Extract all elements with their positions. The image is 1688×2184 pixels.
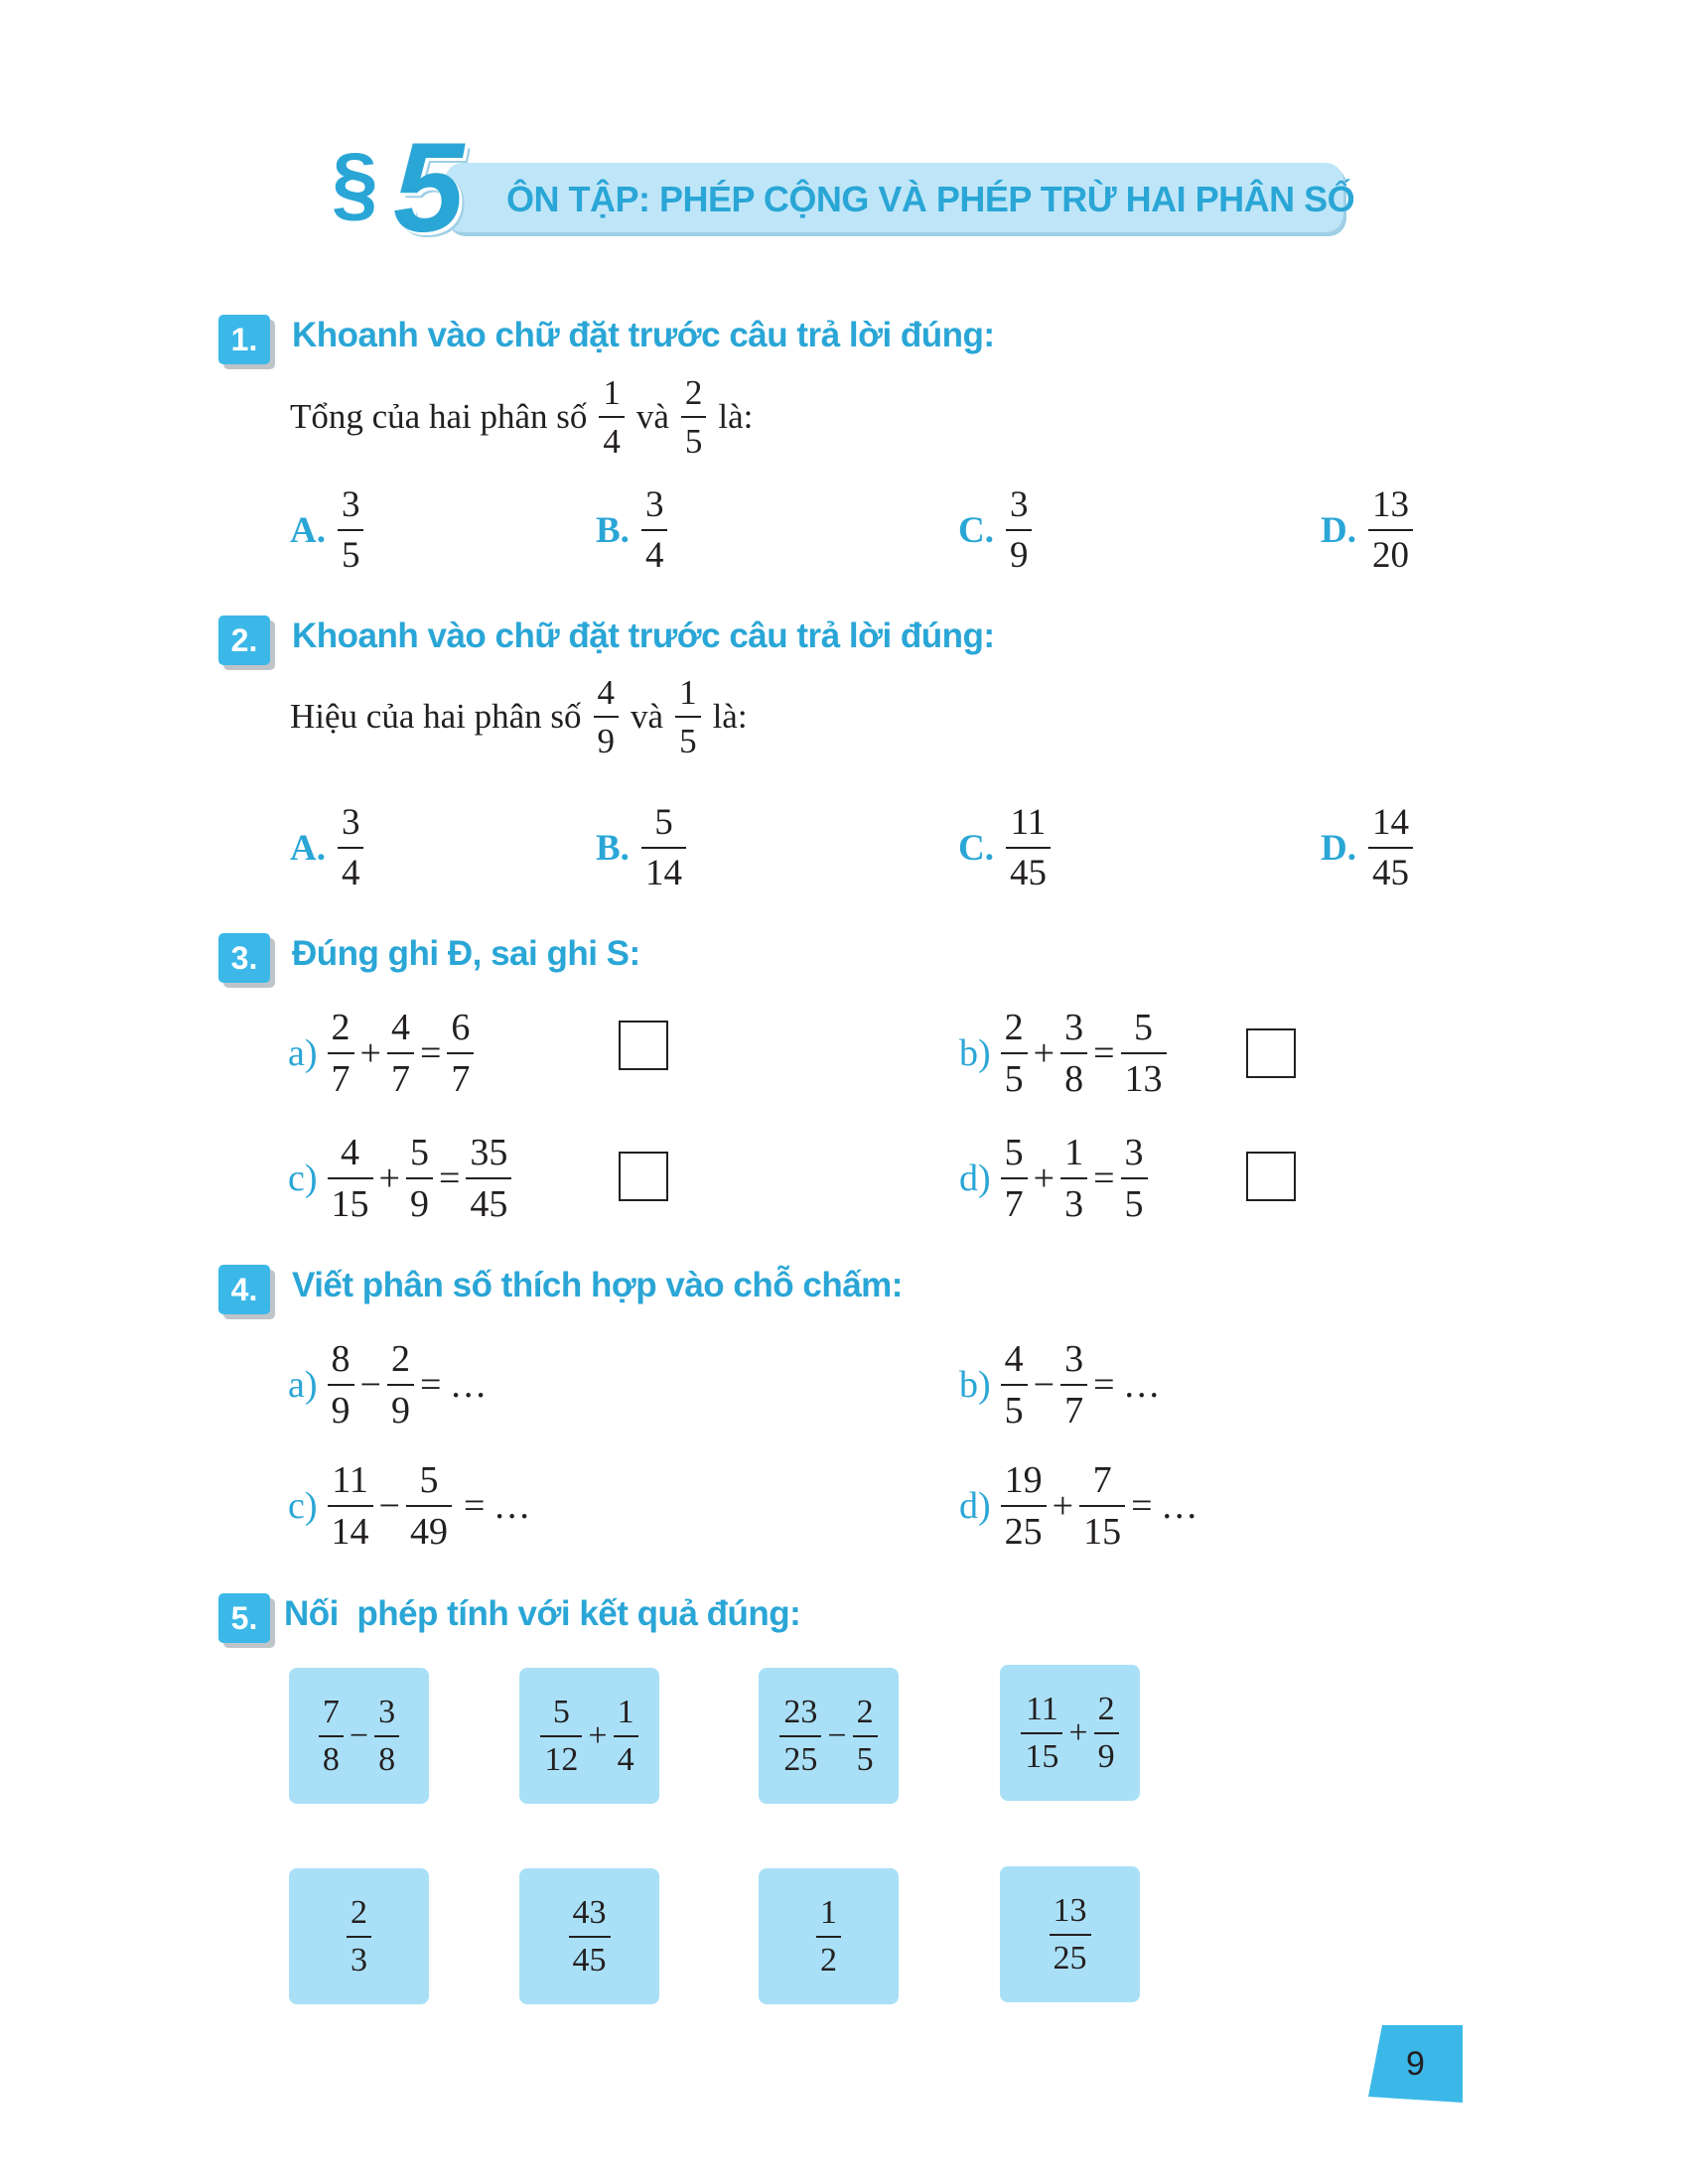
answer-blank[interactable]: ...: [1162, 1485, 1200, 1527]
q3-item-b: b) $\frac{2}{5}$ + $\frac{3}{8}$ = $\frac{5}{13}$: [959, 1009, 1171, 1098]
operation-card-3[interactable]: $\frac{23}{25}$ − $\frac{2}{5}$: [759, 1668, 899, 1804]
q3-answer-box-c[interactable]: [619, 1152, 668, 1201]
q1-option-a[interactable]: A. $\frac{3}{5}$: [290, 486, 367, 574]
q3-answer-box-a[interactable]: [619, 1021, 668, 1070]
operation-card-4[interactable]: $\frac{11}{15}$ + $\frac{2}{9}$: [1000, 1665, 1140, 1801]
section-symbol: §: [332, 136, 378, 229]
question-1-badge: 1.: [218, 315, 270, 364]
fraction: $\frac{2}{5}$: [681, 375, 707, 459]
question-3-title: Đúng ghi Đ, sai ghi S:: [292, 934, 640, 973]
question-4-title: Viết phân số thích hợp vào chỗ chấm:: [292, 1266, 903, 1304]
fraction: $\frac{4}{9}$: [594, 675, 620, 758]
statement-prefix: Tổng của hai phân số: [290, 397, 588, 436]
question-5-title: Nối phép tính với kết quả đúng:: [284, 1594, 801, 1633]
page-number: 9: [1406, 2044, 1425, 2083]
result-card-1[interactable]: $\frac{2}{3}$: [289, 1868, 429, 2004]
fraction: $\frac{1}{4}$: [599, 375, 625, 459]
answer-blank[interactable]: ...: [1124, 1364, 1163, 1406]
q1-option-c[interactable]: C. $\frac{3}{9}$: [958, 486, 1036, 574]
q3-answer-box-d[interactable]: [1246, 1152, 1296, 1201]
q4-item-a: a) $\frac{8}{9}$ − $\frac{2}{9}$ = ...: [288, 1338, 489, 1432]
question-2-statement: [290, 675, 748, 758]
question-2-title: Khoanh vào chữ đặt trước câu trả lời đúng:: [292, 616, 995, 655]
statement-suffix: là:: [712, 697, 748, 736]
fraction: $\frac{1}{5}$: [675, 675, 701, 758]
q3-item-d: d) $\frac{5}{7}$ + $\frac{1}{3}$ = $\frac{3}{5}$: [959, 1134, 1152, 1223]
question-1-title: Khoanh vào chữ đặt trước câu trả lời đúng:: [292, 316, 995, 354]
q3-answer-box-b[interactable]: [1246, 1028, 1296, 1078]
operation-card-2[interactable]: $\frac{5}{12}$ + $\frac{1}{4}$: [519, 1668, 659, 1804]
question-2-badge: 2.: [218, 615, 270, 665]
q2-option-d[interactable]: D. $\frac{14}{45}$: [1321, 804, 1417, 891]
q4-item-b: b) $\frac{4}{5}$ − $\frac{3}{7}$ = ...: [959, 1338, 1163, 1432]
q3-item-a: a) $\frac{2}{7}$ + $\frac{4}{7}$ = $\frac{6}{7}$: [288, 1009, 478, 1098]
q2-option-b[interactable]: B. $\frac{5}{14}$: [596, 804, 690, 891]
statement-suffix: là:: [718, 397, 754, 436]
result-card-3[interactable]: $\frac{1}{2}$: [759, 1868, 899, 2004]
q4-item-d: d) $\frac{19}{25}$ + $\frac{7}{15}$ = ...: [959, 1459, 1200, 1553]
answer-blank[interactable]: ...: [494, 1485, 532, 1527]
statement-joiner: và: [635, 397, 669, 436]
section-header: [328, 117, 1355, 259]
question-1-statement: [290, 375, 753, 459]
q2-option-c[interactable]: C. $\frac{11}{45}$: [958, 804, 1055, 891]
question-3-badge: 3.: [218, 933, 270, 983]
page-number-tab: [1368, 2025, 1463, 2103]
statement-joiner: và: [631, 697, 664, 736]
q2-option-a[interactable]: A. $\frac{3}{4}$: [290, 804, 367, 891]
question-5-badge: 5.: [218, 1593, 270, 1643]
q1-option-d[interactable]: D. $\frac{13}{20}$: [1321, 486, 1417, 574]
result-card-2[interactable]: $\frac{43}{45}$: [519, 1868, 659, 2004]
q3-item-c: c) $\frac{4}{15}$ + $\frac{5}{9}$ = $\frac{35}{45}$: [288, 1134, 515, 1223]
section-number: 5: [393, 117, 465, 259]
statement-prefix: Hiệu của hai phân số: [290, 697, 582, 736]
question-4-badge: 4.: [218, 1265, 270, 1314]
q4-item-c: c) $\frac{11}{14}$ − $\frac{5}{49}$ = ...: [288, 1459, 532, 1553]
page-title: ÔN TẬP: PHÉP CỘNG VÀ PHÉP TRỪ HAI PHÂN SỐ: [506, 179, 1355, 219]
operation-card-1[interactable]: $\frac{7}{8}$ − $\frac{3}{8}$: [289, 1668, 429, 1804]
answer-blank[interactable]: ...: [451, 1364, 489, 1406]
result-card-4[interactable]: $\frac{13}{25}$: [1000, 1866, 1140, 2002]
q1-option-b[interactable]: B. $\frac{3}{4}$: [596, 486, 671, 574]
